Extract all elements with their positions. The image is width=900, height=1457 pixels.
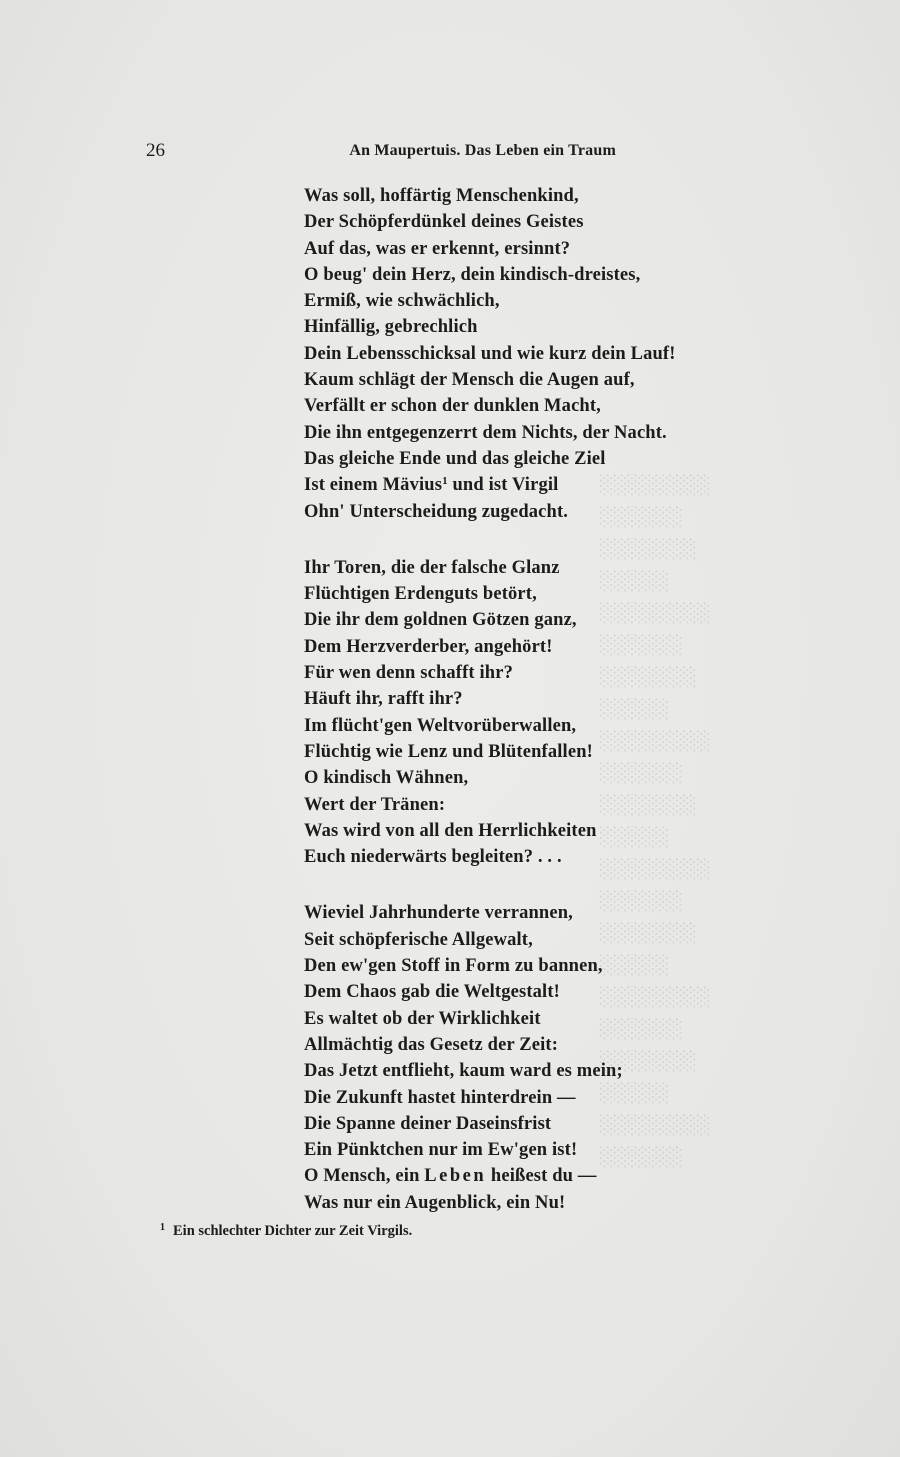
poem-line-with-emphasis	[304, 1163, 694, 1189]
poem-line: Was nur ein Augenblick, ein Nu!	[304, 1192, 566, 1213]
poem-line: Dem Herzverderber, angehört!	[304, 636, 553, 657]
poem-line: Hinfällig, gebrechlich	[304, 317, 478, 338]
bleed-through-texture: ░░░░░░░░ ░░░░░░ ░░░░░░░ ░░░░░ ░░░░░░░░ ░░░░░░ ░░░░░░░ ░░░░░ ░░░░░░░░ ░░░░░░ ░░░░░░░ ░░░░░ ░░░░░░░░ ░░░░░░ ░░░░░░░ ░░░░░ ░░░░░░░░ ░░░░░░ ░░░░░░░ ░░░░░ ░░░░░░░░ ░░░░░░	[600, 475, 711, 1168]
footnote	[160, 1222, 412, 1240]
poem-line-text: O Mensch, ein	[304, 1166, 425, 1187]
poem-line: Das Jetzt entflieht, kaum ward es mein;	[304, 1061, 623, 1082]
poem-line: Seit schöpferische Allgewalt,	[304, 929, 533, 950]
poem-line: Im flücht'gen Weltvorüberwallen,	[304, 715, 577, 736]
page-header	[146, 140, 616, 166]
stanza-1	[304, 183, 694, 525]
poem-line: Das gleiche Ende und das gleiche Ziel	[304, 448, 606, 469]
stanza-2	[304, 555, 694, 871]
poem-line: Auf das, was er erkennt, ersinnt?	[304, 238, 571, 259]
footnote-text: Ein schlechter Dichter zur Zeit Virgils.	[173, 1223, 413, 1239]
poem-line: Was soll, hoffärtig Menschenkind,	[304, 186, 579, 206]
stanza-3	[304, 900, 694, 1216]
poem-line: Häuft ihr, rafft ihr?	[304, 689, 463, 710]
poem-line: Flüchtig wie Lenz und Blütenfallen!	[304, 741, 593, 762]
poem-line: Die ihn entgegenzerrt dem Nichts, der Nacht.	[304, 422, 667, 443]
poem-line: Wert der Tränen:	[304, 794, 446, 815]
poem-line: Ihr Toren, die der falsche Glanz	[304, 557, 560, 578]
poem-line: Die Spanne deiner Daseinsfrist	[304, 1113, 552, 1134]
poem-line: Dein Lebensschicksal und wie kurz dein Lauf!	[304, 343, 676, 364]
poem-line: Für wen denn schafft ihr?	[304, 663, 513, 684]
poem-line-text: Ist einem Mävius	[304, 475, 443, 496]
poem-line: Kaum schlägt der Mensch die Augen auf,	[304, 370, 635, 391]
poem-line: Es waltet ob der Wirklichkeit	[304, 1008, 541, 1029]
poem-line: Wieviel Jahrhunderte verrannen,	[304, 903, 573, 924]
poem-line: O kindisch Wähnen,	[304, 768, 469, 789]
poem-line: Verfällt er schon der dunklen Macht,	[304, 396, 601, 417]
poem-line: Dem Chaos gab die Weltgestalt!	[304, 982, 560, 1003]
poem-line: Was wird von all den Herrlichkeiten	[304, 820, 597, 841]
poem-line: Ohn' Unterscheidung zugedacht.	[304, 501, 569, 522]
emphasized-word: Leben	[424, 1166, 487, 1187]
footnote-reference: 1	[442, 475, 448, 488]
poem-line-text: und ist Virgil	[447, 475, 559, 496]
footnote-mark: 1	[160, 1222, 165, 1233]
poem-line: Ein Pünktchen nur im Ew'gen ist!	[304, 1140, 578, 1161]
poem	[304, 183, 694, 1246]
poem-line: O beug' dein Herz, dein kindisch-dreistes,	[304, 264, 641, 285]
poem-line: Der Schöpferdünkel deines Geistes	[304, 212, 584, 233]
poem-line: Den ew'gen Stoff in Form zu bannen,	[304, 956, 603, 977]
poem-line-text: heißest du —	[486, 1166, 597, 1187]
poem-line: Ermiß, wie schwächlich,	[304, 291, 500, 312]
poem-line: Die ihr dem goldnen Götzen ganz,	[304, 610, 577, 631]
poem-line-with-footnote	[304, 472, 694, 498]
poem-line: Euch niederwärts begleiten? . . .	[304, 847, 562, 868]
poem-line: Flüchtigen Erdenguts betört,	[304, 584, 537, 605]
running-head: An Maupertuis. Das Leben ein Traum	[349, 142, 616, 159]
poem-line: Die Zukunft hastet hinterdrein —	[304, 1087, 576, 1108]
page-number: 26	[146, 140, 165, 161]
poem-line: Allmächtig das Gesetz der Zeit:	[304, 1034, 559, 1055]
